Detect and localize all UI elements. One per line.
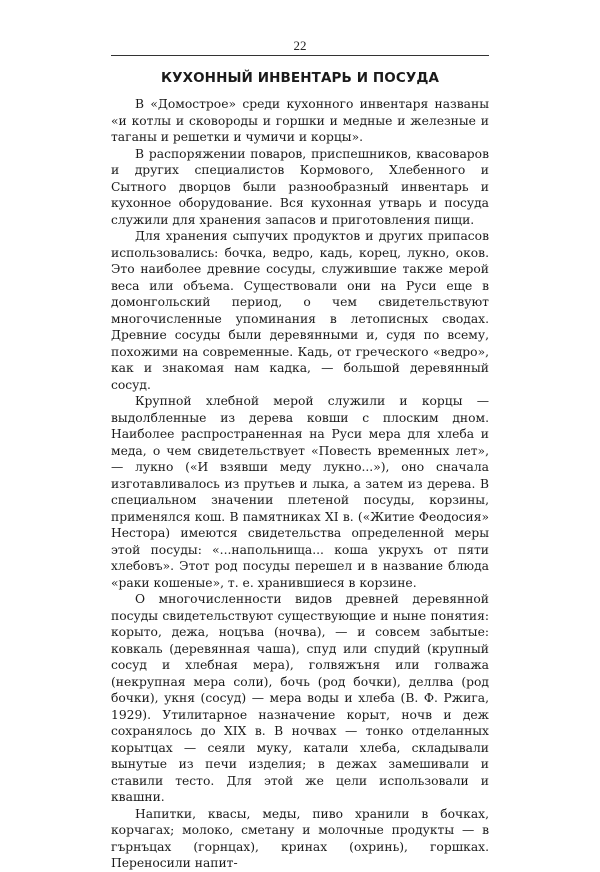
paragraph: В распоряжении поваров, приспешников, квасоваров и других специалистов Кормового, Хлебенного и Сытного дворцов были разнообразный инвентарь и кухонное оборудование. Вся кухонная утварь и посуда служили для хранения запасов и приготовления пищи. — [111, 146, 489, 227]
section-title: КУХОННЫЙ ИНВЕНТАРЬ И ПОСУДА — [160, 70, 440, 86]
body-text — [111, 96, 489, 872]
page-number: 22 — [293, 38, 307, 53]
paragraph: Для хранения сыпучих продуктов и других припасов использовались: бочка, ведро, кадь, корец, лукно, оков. Это наиболее древние сосуды, служившие также мерой веса или объема. Существовали они на Руси еще в домонгольский период, о чем свидетельствуют многочисленные упоминания в летописных сводах. Древние сосуды были деревянными и, судя по всему, похожими на современные. Кадь, от греческого «ведро», как и знакомая нам кадка, — большой деревянный сосуд. — [111, 229, 489, 392]
paragraph: О многочисленности видов древней деревянной посуды свидетельствуют существующие и ныне понятия: корыто, дежа, ноцъва (ночва), — и совсем забытые: ковкаль (деревянная чаша), спуд или спудий (крупный сосуд и хлебная мера), голвяжъня или голважа (некрупная мера соли), бочь (род бочки), деллва (род бочки), укня (сосуд) — мера воды и хлеба (В. Ф. Ржига, 1929). Утилитарное назначение корыт, ночв и деж сохранялось до XIX в. В ночвах — тонко отделанных корытцах — сеяли муку, катали хлеба, складывали вынутые из печи изделия; в дежах замешивали и ставили тесто. Для этой же цели использовали и квашни. — [111, 592, 489, 804]
paragraph: Напитки, квасы, меды, пиво хранили в бочках, корчагах; молоко, сметану и молочные продукты — в гърнъцах (горнцах), кринах (охринь), горшках. Переносили напит- — [111, 806, 489, 870]
paragraph: Крупной хлебной мерой служили и корцы — выдолбленные из дерева ковши с плоским дном. Наиболее распространенная на Руси мера для хлеба и меда, о чем свидетельствует «Повесть временных лет», — лукно («И взявши меду лукно...»), оно сначала изготавливалось из прутьев и лыка, а затем из дерева. В специальном значении плетеной посуды, корзины, применялся кош. В памятниках XI в. («Житие Феодосия» Нестора) имеются свидетельства определенной меры этой посуды: «...напольнища... коша укрухъ от пяти хлебовъ». Этот род посуды перешел и в название блюда «раки кошеные», т. е. хранившиеся в корзине. — [111, 394, 489, 590]
paragraph: В «Домострое» среди кухонного инвентаря названы «и котлы и сковороды и горшки и медные и железные и таганы и решетки и чумичи и корцы». — [111, 97, 489, 144]
header-rule — [111, 55, 489, 56]
